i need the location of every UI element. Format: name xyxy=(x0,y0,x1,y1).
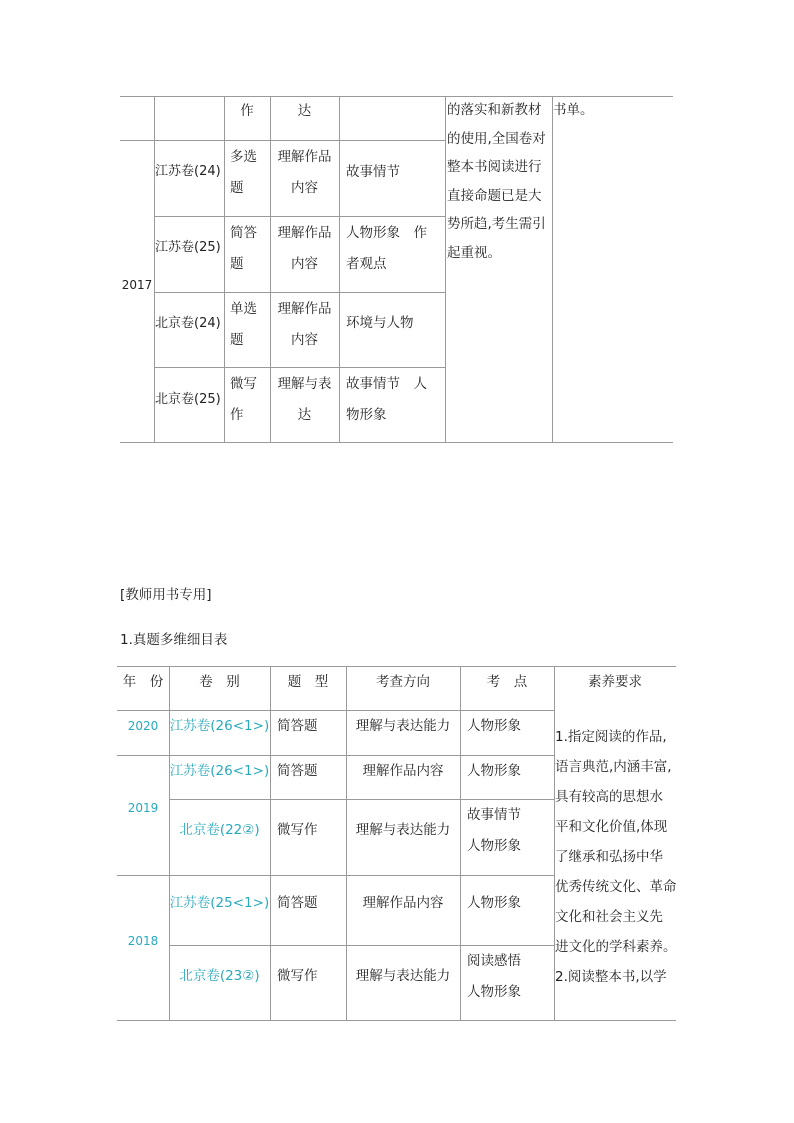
note-line: 整本书阅读进行 xyxy=(447,159,542,175)
header-year: 年 份 xyxy=(122,674,164,690)
cell-line: 内容 xyxy=(291,332,318,348)
cell-year-2019: 2019 xyxy=(127,801,159,815)
cell-point xyxy=(346,369,444,431)
cell-paper: 江苏卷(26<1>) xyxy=(169,763,270,779)
cell-paper: 北京卷(23②) xyxy=(179,968,260,984)
cell-type-continued: 作 xyxy=(240,103,254,119)
cell-direction: 理解作品内容 xyxy=(362,763,444,779)
cell-line: 人物形象 xyxy=(467,838,521,854)
cell-line: 者观点 xyxy=(346,256,387,272)
cell-line: 单选 xyxy=(230,301,257,317)
literacy-line: 优秀传统文化、革命 xyxy=(555,879,677,895)
header-literacy: 素养要求 xyxy=(588,674,642,690)
cell-direction: 理解作品内容 xyxy=(362,895,444,911)
cell-line: 理解作品 xyxy=(277,225,332,241)
header-direction: 考查方向 xyxy=(376,674,430,690)
header-point: 考 点 xyxy=(486,674,528,690)
cell-line: 题 xyxy=(230,180,244,196)
cell-direction-continued: 达 xyxy=(297,103,312,119)
cell-type: 简答题 xyxy=(277,763,318,779)
cell-literacy xyxy=(555,722,677,992)
cell-type xyxy=(230,294,270,356)
cell-line: 理解作品 xyxy=(277,301,332,317)
note-line: 起重视。 xyxy=(447,244,501,261)
cell-direction: 理解与表达能力 xyxy=(355,968,451,984)
cell-point xyxy=(467,946,521,1008)
cell-line: 环境与人物 xyxy=(346,315,414,331)
cell-line: 人物形象 xyxy=(467,718,521,734)
literacy-line: 了继承和弘扬中华 xyxy=(555,849,663,865)
cell-line: 阅读感悟 xyxy=(467,953,521,969)
literacy-line: 2.阅读整本书,以学 xyxy=(555,969,667,985)
cell-line: 内容 xyxy=(291,180,318,196)
literacy-line: 语言典范,内涵丰富, xyxy=(555,759,672,775)
cell-line: 人物形象 xyxy=(467,895,521,911)
cell-point xyxy=(467,800,521,862)
cell-direction xyxy=(270,369,339,431)
cell-point xyxy=(346,157,444,188)
cell-line: 人物形象 xyxy=(467,763,521,779)
cell-line: 故事情节 人 xyxy=(346,376,427,392)
literacy-line: 1.指定阅读的作品, xyxy=(555,729,667,745)
note-line: 直接命题已是大 xyxy=(447,187,542,204)
cell-paper: 江苏卷(25<1>) xyxy=(169,895,270,911)
cell-year-2018: 2018 xyxy=(127,934,159,948)
cell-line: 人物形象 xyxy=(467,984,521,1000)
cell-type: 微写作 xyxy=(277,822,318,838)
cell-paper: 江苏卷(25) xyxy=(155,240,221,255)
header-type: 题 型 xyxy=(287,674,329,690)
header-paper: 卷 别 xyxy=(199,674,240,690)
cell-year-2017: 2017 xyxy=(121,278,153,292)
cell-type: 微写作 xyxy=(277,968,318,984)
section-title: [教师用书专用] xyxy=(120,587,212,603)
cell-point xyxy=(467,888,521,919)
cell-paper: 江苏卷(26<1>) xyxy=(169,718,270,734)
cell-paper: 江苏卷(24) xyxy=(155,164,221,179)
cell-line: 理解与表 xyxy=(277,376,332,392)
cell-line: 题 xyxy=(230,256,244,272)
cell-booklist: 书单。 xyxy=(553,102,594,118)
literacy-line: 进文化的学科素养。 xyxy=(555,939,677,955)
cell-type xyxy=(230,369,270,431)
cell-line: 作 xyxy=(230,407,244,423)
cell-line: 理解作品 xyxy=(277,149,332,165)
cell-direction xyxy=(270,218,339,280)
cell-paper: 北京卷(24) xyxy=(155,316,221,331)
cell-point xyxy=(467,711,521,742)
cell-paper: 北京卷(22②) xyxy=(179,822,260,838)
cell-point xyxy=(467,756,521,787)
cell-note xyxy=(447,96,552,267)
cell-type xyxy=(230,142,270,204)
cell-line: 内容 xyxy=(291,256,318,272)
cell-line: 人物形象 作 xyxy=(346,225,427,241)
note-line: 的使用,全国卷对 xyxy=(447,130,546,147)
literacy-line: 平和文化价值,体现 xyxy=(555,819,668,835)
cell-line: 故事情节 xyxy=(467,807,521,823)
cell-line: 达 xyxy=(297,407,312,423)
literacy-line: 具有较高的思想水 xyxy=(555,789,663,805)
cell-direction xyxy=(270,294,339,356)
note-line: 势所趋,考生需引 xyxy=(447,216,546,232)
cell-direction xyxy=(270,142,339,204)
cell-direction: 理解与表达能力 xyxy=(355,718,451,734)
cell-line: 简答 xyxy=(230,225,257,241)
cell-type xyxy=(230,218,270,280)
cell-point xyxy=(346,218,444,280)
cell-type: 简答题 xyxy=(277,895,318,911)
cell-line: 故事情节 xyxy=(346,164,400,180)
cell-line: 物形象 xyxy=(346,407,387,423)
cell-line: 多选 xyxy=(230,149,257,165)
cell-type: 简答题 xyxy=(277,718,318,734)
cell-line: 题 xyxy=(230,332,244,348)
cell-year-2020: 2020 xyxy=(127,719,159,733)
note-line: 的落实和新教材 xyxy=(447,102,542,118)
subtitle: 1.真题多维细目表 xyxy=(120,632,228,648)
cell-point xyxy=(346,308,444,339)
literacy-line: 文化和社会主义先 xyxy=(555,909,663,925)
cell-paper: 北京卷(25) xyxy=(155,392,221,407)
cell-line: 微写 xyxy=(230,376,257,392)
cell-direction: 理解与表达能力 xyxy=(355,822,451,838)
